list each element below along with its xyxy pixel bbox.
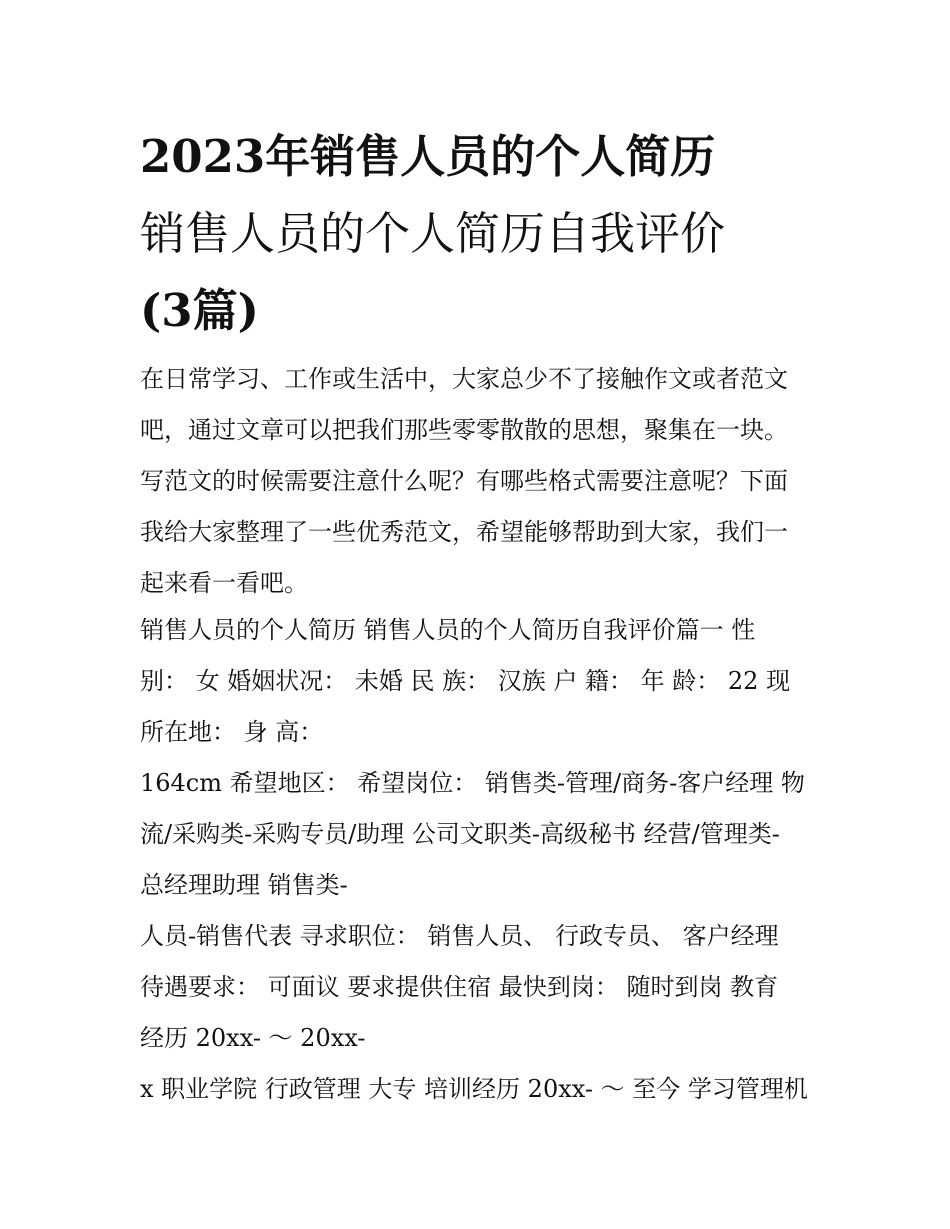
title-line-3: (3篇) [140,284,259,337]
detail-line: 人员-销售代表 寻求职位： 销售人员、 行政专员、 客户经理 [140,922,779,950]
section-line: 所在地： 身 高： [140,718,324,746]
section-line: 销售人员的个人简历 销售人员的个人简历自我评价篇一 性 [140,616,756,644]
detail-line: 总经理助理 销售类- [140,871,348,899]
detail-line: 流/采购类-采购专员/助理 公司文职类-高级秘书 经营/管理类- [140,820,780,848]
document-title [140,118,820,349]
intro-paragraph [140,354,820,609]
resume-section-heading [140,605,820,758]
title-line-1: 2023年销售人员的个人简历 [140,130,716,183]
intro-line: 起来看一看吧。 [140,569,308,597]
intro-line: 在日常学习、工作或生活中，大家总少不了接触作文或者范文 [140,365,788,393]
title-line-2: 销售人员的个人简历自我评价 [140,207,726,260]
intro-line: 我给大家整理了一些优秀范文，希望能够帮助到大家，我们一 [140,518,788,546]
detail-line: 164cm 希望地区： 希望岗位： 销售类-管理/商务-客户经理 物 [140,769,805,797]
detail-line: 经历 20xx- ～ 20xx- [140,1024,366,1052]
detail-line: 待遇要求： 可面议 要求提供住宿 最快到岗： 随时到岗 教育 [140,973,779,1001]
detail-line: x 职业学院 行政管理 大专 培训经历 20xx- ～ 至今 学习管理机 [140,1075,808,1103]
section-line: 别： 女 婚姻状况： 未婚 民 族： 汉族 户 籍： 年 龄： 22 现 [140,667,791,695]
resume-details [140,758,820,1115]
intro-line: 写范文的时候需要注意什么呢？有哪些格式需要注意呢？下面 [140,467,788,495]
intro-line: 吧，通过文章可以把我们那些零零散散的思想，聚集在一块。 [140,416,788,444]
